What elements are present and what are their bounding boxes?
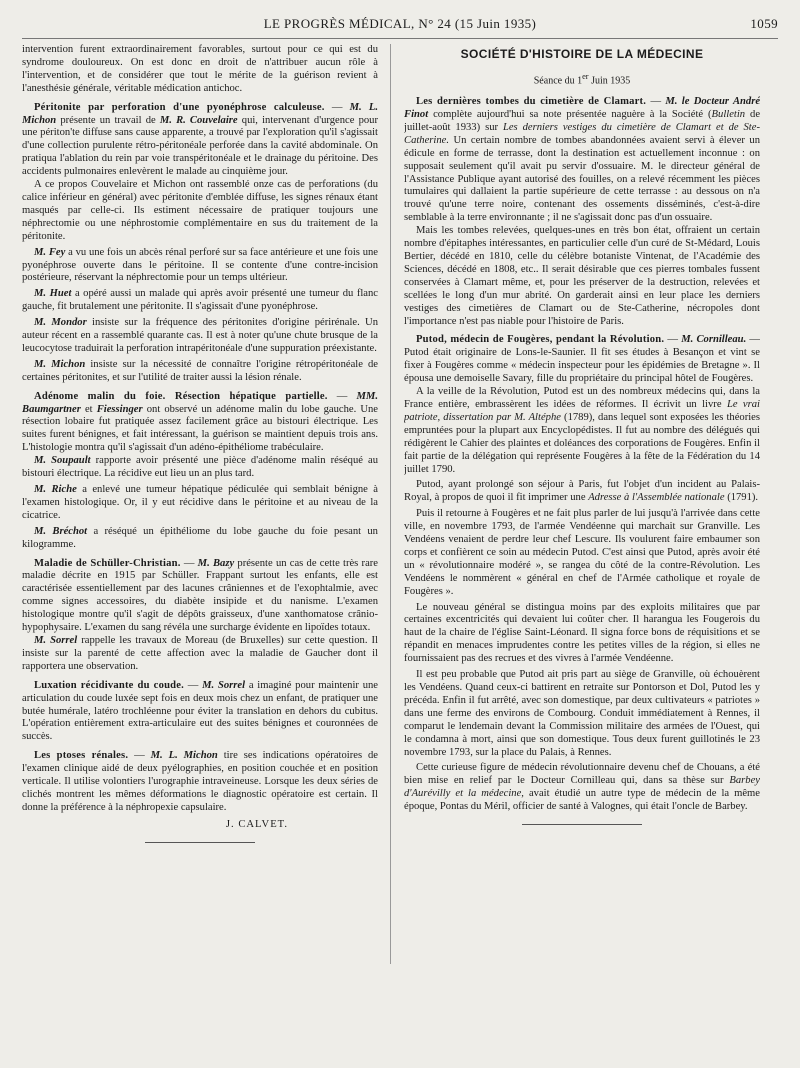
left-column bbox=[22, 44, 378, 1059]
page-number: 1059 bbox=[750, 16, 778, 31]
section-title: Maladie de Schüller-Christian. bbox=[34, 557, 181, 569]
section-title: Adénome malin du foie. Résection hépatique partielle. bbox=[34, 390, 328, 402]
body-text: Un certain nombre de tombes abandonnées avaient servi à élever un édicule en forme de terrasse, dont la destination est actuellement inconnue : on supposait seulement qu'il avait pu servir d'ossuaire. M. le directeur général de l'Assistance Publique ayant autorisé des fouilles, on a relevé récemment les pièces tumulaires qui dallaient la partie supérieure de cette terrasse : au dessous on n'a trouvé qu'une terre noire, contenant des ossements disséminés, c'est-à-dire semblable à la terre environnante ; il ne s'agissait donc pas d'un ossuaire. bbox=[404, 134, 760, 224]
paragraph: Puis il retourne à Fougères et ne fait plus parler de lui jusqu'à l'arrivée dans cette ville, en novembre 1793, de l'armée Vendéenne qui marchait sur Granville. Les Vendéens venaient de perdre leur chef Lescure. Ils voulurent faire embaumer son corps et confièrent ce soin au médecin Putod. C'est ainsi que Putod, après avoir été un « révolutionnaire modéré », se rangea du côté de la contre-Révolution. Les Vendéens le nommèrent « général en chef de l'Armée catholique et royale de Fougères ». bbox=[404, 508, 760, 597]
body-text: Putod, ayant prolongé son séjour à Paris, fut l'objet d'un incident au Palais-Royal, à propos de quoi il fit imprimer une bbox=[404, 479, 760, 504]
author: M. Cornilleau. bbox=[681, 334, 747, 346]
author: M. Riche bbox=[34, 484, 77, 495]
paragraph bbox=[22, 635, 378, 674]
author: M. Sorrel bbox=[202, 679, 246, 691]
body-text: insiste sur la fréquence des péritonites d'origine périrénale. Un auteur récent en a rassemblé quarante cas. Il est à noter qu'une chute brusque de la leucocytose traduirait la perforation intrapéritonéale d'une suppuration préexistante. bbox=[22, 317, 378, 354]
section-peritonite: Péritonite par perforation d'une pyonéphrose calculeuse. — M. L. Michon présente un travail de M. R. Couvelaire qui, intervenant d'urgence pour une périton'te diffuse sans cause apparente, a trouvé par l'exploration qu'il s'agissait d'une collection purulente rétro-péritonéale perforée dans la cavité abdominale. On pratiqua l'ablation du rein par voie transpéritonéale et le drainage du péritoine. Des accidents pulmonaires enlevèrent le malade au cinquième jour. bbox=[22, 101, 378, 178]
body-text: rapporte avoir présenté une pièce d'adénome malin réséqué au bistouri électrique. La récidive eut lieu un an plus tard. bbox=[22, 455, 378, 480]
paragraph bbox=[22, 359, 378, 385]
body-text: (1789), dans lequel sont exposées les théories empruntées pour la plupart aux Encyclopédistes. Il fut au nombre des délégués qui rédigèrent le Cahier des plaintes et doléances des corporations de Fougères. Enfin il fait partie de la délégation qui représente Fougères à la fête de la Fédération du 14 juillet 1790. bbox=[404, 411, 760, 475]
body-text: a réséqué un épithéliome du lobe gauche du foie pesant un kilogramme. bbox=[22, 525, 378, 550]
body-text: tire ses indications opératoires de l'examen clinique aidé de deux pyélographies, en position couchée et en position verticale. Il utilise volontiers l'urographie intraveineuse. Lorsque les deux séries de clichés montrent les mêmes déformations le diagnostic opératoire est certain. Il donne la préférence à la néphropexie capsulaire. bbox=[22, 750, 378, 813]
section-title: Péritonite par perforation d'une pyonéphrose calculeuse. bbox=[34, 101, 325, 113]
body-text: et bbox=[84, 403, 93, 415]
paragraph: Il est peu probable que Putod ait pris part au siège de Granville, où échouèrent les Vendéens. Quand ceux-ci battirent en retraite sur Pontorson et Dol, Putod les y précéda. Enfin il fut arrêté, avec son domestique, par deux cultivateurs « patriotes » dans une ferme des environs de Combourg. Conduit immédiatement à Rennes, il comparut le lendemain devant la Commission militaire des armées de l'Ouest, qui le condamna à mort, ainsi que son domestique. Tous deux furent guillotinés le 23 novembre 1793, sur la place du Palais, à Rennes. bbox=[404, 669, 760, 758]
session-date bbox=[404, 71, 760, 88]
body-text: — Putod était originaire de Lons-le-Saunier. Il fit ses études à Besançon et vint se fixer à Fougères comme « médecin inspecteur pour les épidémies de Bretagne ». Il épousa une demoiselle Savary, fille du propriétaire du principal hôtel de Fougères. bbox=[404, 334, 760, 385]
author: M. L. Michon bbox=[150, 750, 218, 762]
work-title: Les derniers vestiges du cimetière de Clamart et de Ste-Catherine. bbox=[404, 121, 760, 146]
body-text: (1791). bbox=[727, 492, 759, 504]
body-text: insiste sur la nécessité de connaître l'origine rétropéritonéale de certaines péritonites, et sur l'utilité de traiter aussi la lésion rénale. bbox=[22, 358, 378, 383]
author: M. Huet bbox=[34, 288, 72, 300]
section-adenome: Adénome malin du foie. Résection hépatique partielle. — MM. Baumgartner et Fiessinger ont observé un adénome malin du lobe gauche. Une résection lobaire fut pratiquée assez facilement grâce au bistouri électrique. Les suites furent bénignes, et fait intéressant, la guérison se maintient depuis trois ans. L'histologie montra qu'il s'agissait d'un adéno-épithéliome trabéculaire. bbox=[22, 390, 378, 454]
work-title: Le vrai patriote, dissertation par M. Altéphe bbox=[404, 398, 760, 423]
author: M. Sorrel bbox=[34, 634, 78, 646]
author: M. le Docteur André Finot bbox=[404, 96, 760, 121]
intro-paragraph: intervention furent extraordinairement favorables, surtout pour ce qui est du syndrome douloureux. On est donc en droit de n'attribuer aucun rôle à l'intervention, et de considérer que tout le mérite de la guérison revient à l'anesthésie générale, véritable médication antichoc. bbox=[22, 44, 378, 94]
author: M. L. Michon bbox=[22, 101, 378, 126]
body-text: qui, intervenant d'urgence pour une périton'te diffuse sans cause apparente, a trouvé par l'exploration qu'il s'agissait d'une collection purulente rétro-péritonéale perforée dans la cavité abdominale. On pratiqua l'ablation du rein par voie transpéritonéale et le drainage du péritoine. Des accidents pulmonaires enlevèrent le malade au cinquième jour. bbox=[22, 114, 378, 178]
author: M. Michon bbox=[34, 358, 86, 370]
author: Fiessinger bbox=[96, 403, 143, 415]
work-title: Barbey d'Aurévilly et la médecine, bbox=[404, 775, 760, 800]
paragraph bbox=[22, 455, 378, 481]
body-text: présente un cas de cette très rare maladie décrite en 1915 par Schüller. Frappant surtout les enfants, elle est caractérisée essentiellement par des lacunes crâniennes et de l'exophtalmie, avec comme signes accessoires, du diabète insipide et du nanisme. L'examen histologique montre qu'il s'agit de dépôts graisseux, d'une xanthomatose crânio-hypophysaire. L'examen du sang révéla une surcharge évidente en lipoïdes totaux. bbox=[22, 557, 378, 634]
body-text: présente un travail de bbox=[60, 114, 156, 126]
ref-title: Bulletin bbox=[711, 109, 746, 121]
paragraph bbox=[22, 317, 378, 356]
paragraph: Mais les tombes relevées, quelques-unes en très bon état, offraient un certain nombre d'épitaphes intéressantes, en particulier celle d'un curé de St-Médard, Louis Bertier, décédé en 1810, celle du célèbre botaniste Vintenat, de l'Académie des Sciences, décédé en 1808, etc.. Il serait désirable que ces pierres tombales fussent conservées à Clamart même, et, pour les préserver de la destruction, relevées et scellées le long d'un mur abrité. On garderait ainsi en leur place les derniers vestiges des cimetières de Clamart ou de Ste-Catherine, nécropoles dont l'importance n'est pas niable pour l'histoire de Paris. bbox=[404, 225, 760, 327]
paragraph bbox=[22, 247, 378, 286]
author: MM. Baumgartner bbox=[22, 390, 378, 415]
right-column bbox=[404, 44, 760, 1059]
paragraph bbox=[22, 526, 378, 552]
end-rule bbox=[145, 842, 255, 843]
paragraph bbox=[404, 386, 760, 476]
paragraph: A ce propos Couvelaire et Michon ont rassemblé onze cas de perforations (du calice inférieur en général) avec péritonite d'emblée diffuse, les signes rénaux étant masqués par celle-ci. Ils estiment nécessaire de pratiquer toujours une néphrectomie ou une néphrostomie complémentaire en sus du traitement de la péritonite. bbox=[22, 179, 378, 242]
society-title: SOCIÉTÉ D'HISTOIRE DE LA MÉDECINE bbox=[460, 47, 704, 61]
body-text: de juillet-août 1933) sur bbox=[404, 109, 760, 133]
running-title: LE PROGRÈS MÉDICAL, N° 24 (15 Juin 1935) bbox=[263, 16, 537, 31]
body-text: a opéré aussi un malade qui après avoir présenté une tumeur du flanc gauche, fit brutalement une péritonite. Il s'agissait d'une pyonéphrose. bbox=[22, 288, 378, 313]
body-text: avait étudié un autre type de médecin de la même époque, Pontas du Méril, officier de santé à Valognes, qui était l'oncle de Barbey. bbox=[404, 788, 760, 813]
section-title: Les ptoses rénales. bbox=[34, 750, 129, 762]
section-title: Luxation récidivante du coude. bbox=[34, 679, 185, 691]
work-title: Adresse à l'Assemblée nationale bbox=[588, 492, 725, 504]
end-rule bbox=[522, 824, 642, 825]
body-text: rappelle les travaux de Moreau (de Bruxelles) sur cette question. Il insiste sur la parenté de cette affection avec la maladie de Gaucher dont il rapportera une observation. bbox=[22, 634, 378, 672]
author: M. R. Couvelaire bbox=[159, 114, 238, 126]
author: M. Soupault bbox=[34, 455, 91, 467]
author: M. Mondor bbox=[34, 317, 87, 329]
section-clamart: Les dernières tombes du cimetière de Clamart. — M. le Docteur André Finot complète aujourd'hui sa note présentée naguère à la Société (Bulletin de juillet-août 1933) sur Les derniers vestiges du cimetière de Clamart et de Ste-Catherine. Un certain nombre de tombes abandonnées avaient servi à élever un édicule en forme de terrasse, dont la destination est actuellement inconnue : on supposait seulement qu'il avait pu servir d'ossuaire. M. le directeur général de l'Assistance Publique ayant autorisé des fouilles, on a relevé récemment les pièces tumulaires qui dallaient la partie supérieure de cette terrasse : au dessous on n'a trouvé qu'une terre noire, contenant des ossements disséminés, c'est-à-dire semblable à la terre environnante ; il ne s'agissait donc pas d'un ossuaire. bbox=[404, 96, 760, 224]
paragraph bbox=[22, 484, 378, 523]
body-text: A la veille de la Révolution, Putod est un des nombreux médecins qui, dans la France entière, embrassèrent les idées de réformes. Il écrivit un livre bbox=[404, 386, 760, 410]
author: M. Bazy bbox=[197, 557, 235, 569]
paragraph bbox=[22, 288, 378, 314]
paragraph bbox=[404, 762, 760, 814]
author: M. Bréchot bbox=[34, 525, 88, 537]
section-luxation: Luxation récidivante du coude. — M. Sorrel a imaginé pour maintenir une articulation du coude luxée sept fois en deux mois chez un enfant, de pratiquer une butée humérale, latéro trochléenne pour éviter la translation en dehors du cubitus. L'opération entièrement extra-articulaire eut des suites bénignes et couronnées de succès. bbox=[22, 679, 378, 743]
body-text: Cette curieuse figure de médecin révolutionnaire devenu chef de Chouans, a été bien mise en relief par le Docteur Cornilleau qui, dans sa thèse sur bbox=[404, 762, 760, 787]
body-text: a vu une fois un abcès rénal perforé sur sa face antérieure et une fois une pyonéphrose ouverte dans le péritoine. Il se contente d'une contre-incision postérieure, réservant la néphrectomie pour un temps ultérieur. bbox=[22, 246, 378, 284]
section-title: Les dernières tombes du cimetière de Clamart. bbox=[416, 96, 647, 108]
column-divider bbox=[390, 44, 391, 964]
running-header bbox=[22, 12, 778, 39]
paragraph bbox=[404, 479, 760, 505]
signature: J. CALVET. bbox=[225, 818, 288, 830]
section-putod: Putod, médecin de Fougères, pendant la Révolution. — M. Cornilleau. — Putod était originaire de Lons-le-Saunier. Il fit ses études à Besançon et vint se fixer à Fougères comme « médecin inspecteur pour les épidémies de Bretagne ». Il épousa une demoiselle Savary, fille du propriétaire du principal hôtel de Fougères. bbox=[404, 334, 760, 385]
session-date-sup: er bbox=[582, 71, 589, 81]
body-text: complète aujourd'hui sa note présentée naguère à la Société ( bbox=[433, 109, 712, 121]
body-text: a enlevé une tumeur hépatique pédiculée qui semblait bénigne à l'examen histologique. Or, il y eut récidive dans le péritoine et au niveau de la cicatrice. bbox=[22, 484, 378, 521]
session-date-suffix: Juin 1935 bbox=[588, 75, 631, 87]
section-title: Putod, médecin de Fougères, pendant la Révolution. bbox=[416, 334, 665, 346]
body-text: a imaginé pour maintenir une articulation du coude luxée sept fois en deux mois chez un enfant, de pratiquer une butée humérale, latéro trochléenne pour éviter la translation en dehors du cubitus. L'opération entièrement extra-articulaire eut des suites bénignes et couronnées de succès. bbox=[22, 679, 378, 743]
session-date-prefix: Séance du 1 bbox=[533, 75, 583, 87]
author: M. Fey bbox=[34, 246, 66, 258]
body-text: ont observé un adénome malin du lobe gauche. Une résection lobaire fut pratiquée assez facilement grâce au bistouri électrique. Les suites furent bénignes, et fait intéressant, la guérison se maintient depuis trois ans. L'histologie montra qu'il s'agissait d'un adéno-épithéliome trabéculaire. bbox=[22, 403, 378, 454]
section-schuller: Maladie de Schüller-Christian. — M. Bazy présente un cas de cette très rare maladie décrite en 1915 par Schüller. Frappant surtout les enfants, elle est caractérisée essentiellement par des lacunes crâniennes et de l'exophtalmie, avec comme signes accessoires, du diabète insipide et du nanisme. L'examen histologique montre qu'il s'agit de dépôts graisseux, d'une xanthomatose crânio-hypophysaire. L'examen du sang révéla une surcharge évidente en lipoïdes totaux. bbox=[22, 557, 378, 634]
paragraph: Le nouveau général se distingua moins par des exploits militaires que par certaines excentricités qui devaient lui coûter cher. Il harangua les Fougerois du haut de la chaire de l'église Saint-Léonard. Il signa force bons de réquisitions et se répandit en menaces imprudentes contre les petites villes de la région, si elles ne fournissaient pas des recrues et des vivres à l'armée Vendéenne. bbox=[404, 601, 760, 665]
section-ptoses: Les ptoses rénales. — M. L. Michon tire ses indications opératoires de l'examen clinique aidé de deux pyélographies, en position couchée et en position verticale. Il utilise volontiers l'urographie intraveineuse. Lorsque les deux séries de clichés montrent les mêmes déformations le diagnostic opératoire est certain. Il donne la préférence à la néphropexie capsulaire. bbox=[22, 750, 378, 813]
